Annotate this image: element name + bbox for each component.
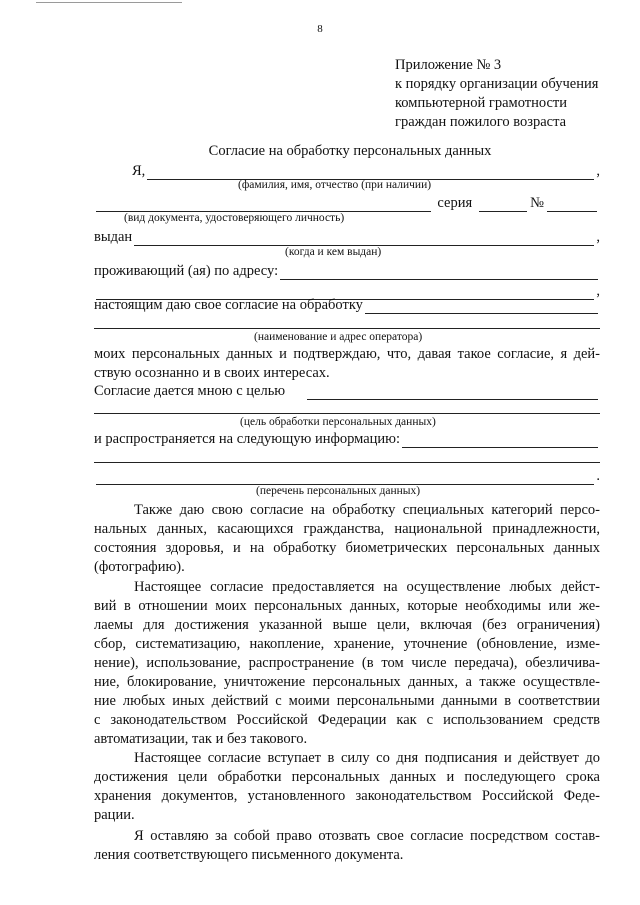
comma: , bbox=[596, 283, 600, 299]
issued-field[interactable] bbox=[134, 232, 594, 246]
address-row bbox=[94, 262, 600, 280]
paragraph-line: Также даю свою согласие на обработку специальных категорий персо- bbox=[134, 502, 600, 518]
comma: , bbox=[596, 163, 600, 179]
paragraph-line: ние любых иных действий с моими персональными данными в соответствии bbox=[94, 693, 600, 709]
page-number: 8 bbox=[317, 23, 323, 35]
paragraph-line: ления соответствующего письменного документа. bbox=[94, 847, 404, 863]
issued-caption: (когда и кем выдан) bbox=[285, 246, 382, 258]
purpose-row bbox=[94, 382, 600, 400]
address-field[interactable] bbox=[280, 266, 598, 280]
purpose-field-2[interactable] bbox=[94, 413, 600, 414]
number-label: № bbox=[530, 195, 544, 211]
address-label: проживающий (ая) по адресу: bbox=[94, 263, 279, 279]
operator-field[interactable] bbox=[365, 300, 598, 314]
number-field[interactable] bbox=[547, 198, 597, 212]
document-caption: (вид документа, удостоверяющего личность) bbox=[124, 212, 345, 224]
paragraph-line: состояния здоровья, и на обработку биометрических персональных данных bbox=[94, 540, 600, 556]
issued-row bbox=[94, 228, 600, 246]
info-label: и распространяется на следующую информацию: bbox=[94, 431, 401, 447]
info-caption: (перечень персональных данных) bbox=[256, 485, 421, 497]
paragraph-line: сбор, систематизацию, накопление, хранение, уточнение (обновление, изме- bbox=[94, 636, 600, 652]
paragraph-line: достижения цели обработки персональных данных и последующего срока bbox=[94, 769, 600, 785]
document-title: Согласие на обработку персональных данных bbox=[208, 143, 492, 159]
document-row bbox=[94, 194, 600, 212]
info-row-3 bbox=[94, 467, 600, 485]
appendix-line: Приложение № 3 bbox=[395, 57, 502, 73]
document-type-field[interactable] bbox=[96, 198, 431, 212]
ya-label: Я, bbox=[132, 163, 146, 179]
period: . bbox=[596, 468, 600, 484]
confirm-text-line: моих персональных данных и подтверждаю, что, давая такое согласие, я дей- bbox=[94, 346, 600, 362]
paragraph-line: хранения документов, установленного законодательством Российской Феде- bbox=[94, 788, 600, 804]
series-label: серия bbox=[437, 195, 473, 211]
info-field-3[interactable] bbox=[96, 471, 594, 485]
fio-field[interactable] bbox=[147, 166, 594, 180]
series-field[interactable] bbox=[479, 198, 527, 212]
info-field-2[interactable] bbox=[94, 462, 600, 463]
purpose-caption: (цель обработки персональных данных) bbox=[240, 416, 436, 428]
consent-label: настоящим даю свое согласие на обработку bbox=[94, 297, 363, 313]
paragraph-line: нальных данных, касающихся гражданства, национальной принадлежности, bbox=[94, 521, 600, 537]
paragraph-line: автоматизации, так и без такового. bbox=[94, 731, 308, 747]
appendix-header bbox=[395, 56, 598, 132]
appendix-line: к порядку организации обучения bbox=[395, 76, 599, 92]
appendix-line: граждан пожилого возраста bbox=[395, 114, 567, 130]
paragraph-line: рации. bbox=[94, 807, 135, 823]
fio-row bbox=[132, 162, 600, 180]
consent-row bbox=[94, 296, 600, 314]
fio-caption: (фамилия, имя, отчество (при наличии) bbox=[238, 179, 432, 191]
operator-field-2[interactable] bbox=[94, 328, 600, 329]
comma: , bbox=[596, 229, 600, 245]
paragraph-line: лаемы для достижения указанной выше цели, включая (без ограничения) bbox=[94, 617, 600, 633]
purpose-field[interactable] bbox=[307, 386, 598, 400]
operator-caption: (наименование и адрес оператора) bbox=[254, 331, 423, 343]
paragraph-line: с законодательством Российской Федерации как с использованием средств bbox=[94, 712, 600, 728]
paragraph-line: ние, блокирование, уничтожение персональных данных, а также осуществле- bbox=[94, 674, 600, 690]
paragraph-line: (фотографию). bbox=[94, 559, 185, 575]
appendix-line: компьютерной грамотности bbox=[395, 95, 567, 111]
confirm-text-line: ствую осознанно и в своих интересах. bbox=[94, 365, 330, 381]
purpose-label: Согласие дается мною с целью bbox=[94, 383, 286, 399]
paragraph-line: нение), использование, распространение (в том числе передача), обезличива- bbox=[94, 655, 600, 671]
paragraph-line: Настоящее согласие предоставляется на осуществление любых дейст- bbox=[134, 579, 600, 595]
paragraph-line: Настоящее согласие вступает в силу со дня подписания и действует до bbox=[134, 750, 600, 766]
scan-edge-line bbox=[36, 2, 182, 3]
info-row bbox=[94, 430, 600, 448]
issued-label: выдан bbox=[94, 229, 133, 245]
paragraph-line: вий в отношении моих персональных данных, которые необходимы или же- bbox=[94, 598, 600, 614]
paragraph-line: Я оставляю за собой право отозвать свое согласие посредством состав- bbox=[134, 828, 600, 844]
info-field[interactable] bbox=[402, 434, 598, 448]
